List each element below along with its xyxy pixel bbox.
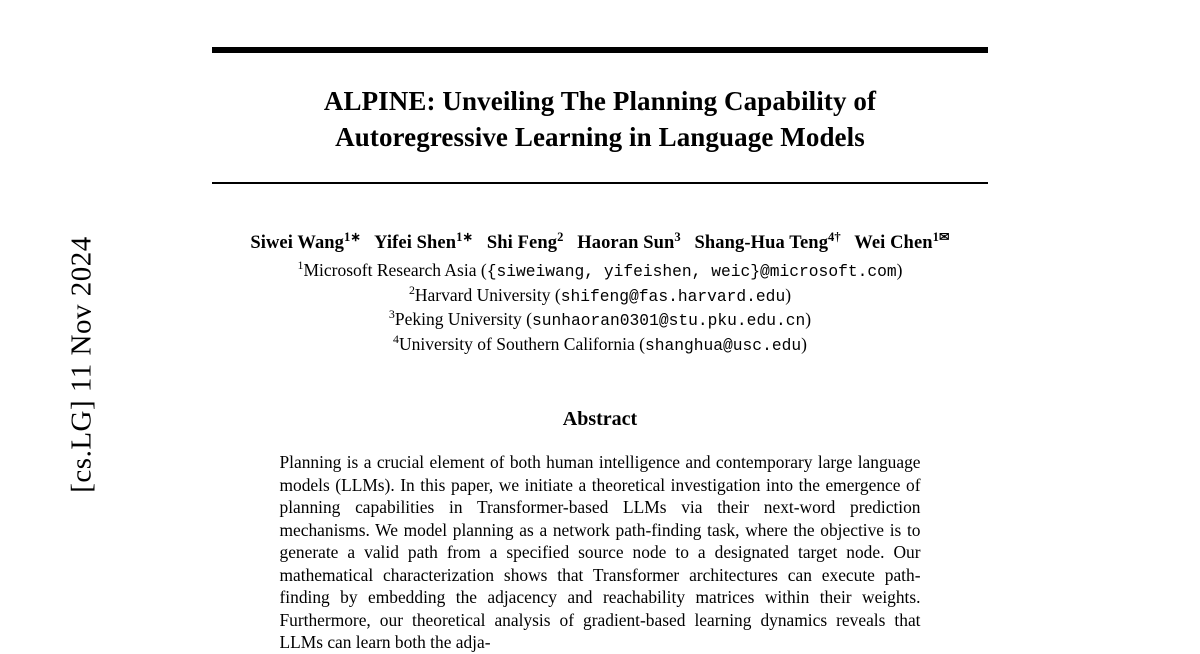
title-line-1: ALPINE: Unveiling The Planning Capability of — [323, 86, 877, 116]
affiliation-mark: 1 — [297, 258, 304, 273]
author — [694, 229, 841, 254]
abstract-heading: Abstract — [562, 408, 638, 431]
affiliation-tail: ) — [785, 284, 792, 305]
author-marks: 1∗ — [456, 229, 474, 244]
affiliation-tail: ) — [801, 333, 807, 354]
arxiv-stamp: [cs.LG] 11 Nov 2024 — [65, 236, 98, 493]
abstract-body — [280, 451, 921, 654]
affiliation-mark: 4 — [393, 331, 399, 346]
affiliation-mark: 3 — [388, 307, 395, 322]
affiliation — [212, 332, 988, 357]
author-marks: 1∗ — [344, 229, 362, 244]
title-line-2: Autoregressive Learning in Language Models — [335, 122, 865, 153]
author-marks: 1✉ — [932, 229, 950, 244]
affiliation-text: Harvard University ( — [414, 284, 561, 305]
page-title — [212, 83, 988, 156]
affiliation-list — [212, 258, 988, 356]
affiliation-email: {siweiwang, yifeishen, weic}@microsoft.com — [486, 261, 897, 281]
affiliation-tail: ) — [805, 308, 812, 329]
author-name: Yifei Shen — [374, 233, 457, 254]
abstract-paragraph: Planning is a crucial element of both human intelligence and contemporary large language models (LLMs). In this paper, we initiate a theoretical investigation into the emergence of planning capabilities in Transformer-based LLMs via their next-word prediction mechanisms. We model planning as a network path-finding task, where the objective is to generate a valid path from a specified source node to a designated target node. Our mathematical characterization shows that Transformer architectures can execute path-finding by embedding the adjacency and reachability matrices within their weights. Furthermore, our theoretical analysis of gradient-based learning dynamics reveals that LLMs can learn both the adja- — [279, 452, 921, 653]
title-rule-bottom — [212, 182, 988, 184]
affiliation-email: shifeng@fas.harvard.edu — [560, 286, 786, 306]
affiliation — [212, 283, 988, 308]
affiliation — [212, 307, 988, 332]
affiliation-text: Microsoft Research Asia ( — [303, 259, 487, 280]
author-marks: 2 — [557, 229, 564, 244]
author-marks: 4† — [828, 229, 841, 244]
author-name: Shi Feng — [486, 233, 558, 254]
author — [250, 229, 362, 254]
affiliation — [212, 258, 988, 283]
author-name: Siwei Wang — [250, 233, 345, 254]
author — [374, 229, 474, 254]
affiliation-tail: ) — [896, 259, 903, 280]
title-rule-top — [212, 47, 988, 53]
author — [486, 229, 564, 254]
paper-page — [212, 0, 988, 653]
author-list — [212, 229, 988, 254]
affiliation-text: Peking University ( — [394, 308, 532, 329]
author — [577, 229, 681, 254]
author-marks: 3 — [674, 229, 681, 244]
author-name: Haoran Sun — [577, 233, 675, 254]
affiliation-email: sunhaoran0301@stu.pku.edu.cn — [531, 310, 806, 330]
author-name: Wei Chen — [854, 233, 933, 254]
affiliation-email: shanghua@usc.edu — [644, 335, 802, 355]
author-name: Shang-Hua Teng — [694, 233, 829, 254]
affiliation-text: University of Southern California ( — [399, 333, 645, 354]
affiliation-mark: 2 — [408, 282, 415, 297]
author — [854, 229, 950, 254]
